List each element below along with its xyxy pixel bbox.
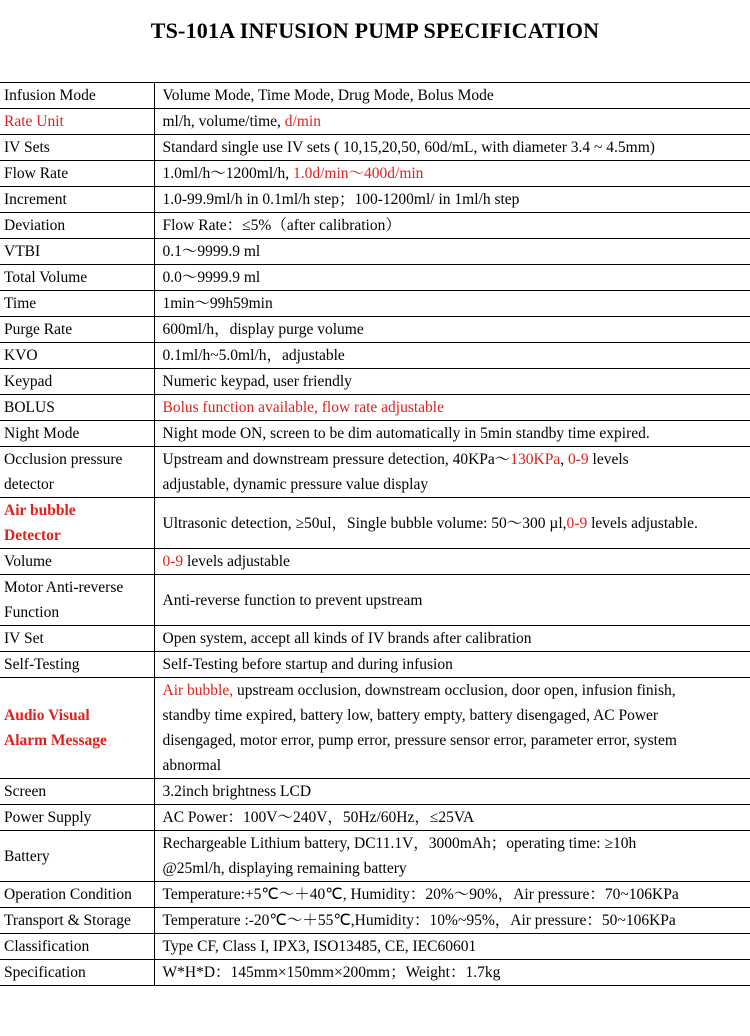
value-text: , <box>560 451 568 468</box>
spec-value: W*H*D：145mm×150mm×200mm；Weight：1.7kg <box>154 960 750 986</box>
spec-label: Power Supply <box>0 805 154 831</box>
spec-value <box>154 447 750 498</box>
value-text: Rechargeable Lithium battery, DC11.1V，3000mAh；operating time: ≥10h <box>162 835 637 852</box>
value-text: standby time expired, battery low, battery empty, battery disengaged, AC Power <box>162 707 659 724</box>
page-title: TS-101A INFUSION PUMP SPECIFICATION <box>150 18 600 43</box>
label-line: Motor Anti-reverse <box>4 579 124 596</box>
spec-label: Transport & Storage <box>0 908 154 934</box>
table-row <box>0 369 750 395</box>
spec-value <box>154 678 750 779</box>
spec-label: Rate Unit <box>0 109 154 135</box>
table-row <box>0 805 750 831</box>
spec-label <box>0 678 154 779</box>
spec-label: Volume <box>0 549 154 575</box>
spec-value: Night mode ON, screen to be dim automatically in 5min standby time expired. <box>154 421 750 447</box>
table-row <box>0 83 750 109</box>
value-text: disengaged, motor error, pump error, pressure sensor error, parameter error, system <box>162 732 677 749</box>
spec-label: VTBI <box>0 239 154 265</box>
spec-value: 0.1～9999.9 ml <box>154 239 750 265</box>
table-row <box>0 549 750 575</box>
table-row <box>0 960 750 986</box>
table-row <box>0 395 750 421</box>
spec-label: Self-Testing <box>0 652 154 678</box>
spec-value: 0.1ml/h~5.0ml/h，adjustable <box>154 343 750 369</box>
value-text: Upstream and downstream pressure detection, 40KPa～ <box>162 451 511 468</box>
label-line: Detector <box>4 527 61 544</box>
spec-value: 3.2inch brightness LCD <box>154 779 750 805</box>
spec-value: Numeric keypad, user friendly <box>154 369 750 395</box>
spec-label <box>0 447 154 498</box>
spec-value <box>154 549 750 575</box>
spec-value: 600ml/h，display purge volume <box>154 317 750 343</box>
spec-label: Purge Rate <box>0 317 154 343</box>
table-row <box>0 934 750 960</box>
spec-value <box>154 109 750 135</box>
spec-value: Temperature :-20℃～＋55℃,Humidity：10%~95%，Air pressure：50~106KPa <box>154 908 750 934</box>
spec-label: Deviation <box>0 213 154 239</box>
spec-value: Self-Testing before startup and during infusion <box>154 652 750 678</box>
spec-label: Specification <box>0 960 154 986</box>
label-line: Alarm Message <box>4 732 107 749</box>
table-row <box>0 908 750 934</box>
spec-label: Battery <box>0 831 154 882</box>
value-text: upstream occlusion, downstream occlusion, door open, infusion finish, <box>233 682 676 699</box>
spec-value: Volume Mode, Time Mode, Drug Mode, Bolus Mode <box>154 83 750 109</box>
value-highlight: 1.0d/min～400d/min <box>292 165 424 182</box>
value-highlight: 0-9 <box>162 553 184 570</box>
table-row <box>0 109 750 135</box>
table-row <box>0 831 750 882</box>
spec-value: Temperature:+5℃～＋40℃, Humidity：20%～90%，Air pressure：70~106KPa <box>154 882 750 908</box>
spec-label: IV Sets <box>0 135 154 161</box>
table-row <box>0 265 750 291</box>
spec-label <box>0 575 154 626</box>
spec-label: Infusion Mode <box>0 83 154 109</box>
label-line: Occlusion pressure <box>4 451 123 468</box>
spec-value: 1.0-99.9ml/h in 0.1ml/h step；100-1200ml/ in 1ml/h step <box>154 187 750 213</box>
spec-value <box>154 831 750 882</box>
spec-value: 0.0～9999.9 ml <box>154 265 750 291</box>
value-highlight: 130KPa <box>510 451 561 468</box>
value-highlight: 0-9 <box>568 451 589 468</box>
value-text: levels adjustable. <box>587 514 698 532</box>
table-row <box>0 575 750 626</box>
spec-label: Increment <box>0 187 154 213</box>
spec-value: Standard single use IV sets ( 10,15,20,50, 60d/mL, with diameter 3.4 ~ 4.5mm) <box>154 135 750 161</box>
value-text: 1.0ml/h～1200ml/h, <box>162 165 293 182</box>
spec-value <box>154 161 750 187</box>
table-row <box>0 779 750 805</box>
spec-label: Time <box>0 291 154 317</box>
table-row <box>0 291 750 317</box>
label-line: detector <box>4 476 54 493</box>
spec-label: Keypad <box>0 369 154 395</box>
spec-label <box>0 498 154 549</box>
value-text: abnormal <box>162 757 222 774</box>
spec-label: Flow Rate <box>0 161 154 187</box>
spec-value: Anti-reverse function to prevent upstream <box>154 575 750 626</box>
table-row <box>0 447 750 498</box>
value-text: adjustable, dynamic pressure value display <box>162 476 429 493</box>
spec-label: Total Volume <box>0 265 154 291</box>
spec-label: BOLUS <box>0 395 154 421</box>
spec-value: Bolus function available, flow rate adjustable <box>154 395 750 421</box>
value-text: Ultrasonic detection, ≥50ul，Single bubble volume: 50～300 µl, <box>162 514 567 532</box>
spec-label: KVO <box>0 343 154 369</box>
label-line: Air bubble <box>4 502 76 519</box>
value-text: @25ml/h, displaying remaining battery <box>162 860 407 877</box>
value-highlight: 0-9 <box>566 514 588 532</box>
spec-value: Flow Rate：≤5%（after calibration） <box>154 213 750 239</box>
table-row <box>0 626 750 652</box>
spec-table <box>0 82 750 986</box>
spec-value: Type CF, Class I, IPX3, ISO13485, CE, IEC60601 <box>154 934 750 960</box>
label-line: Function <box>4 604 60 621</box>
table-row <box>0 343 750 369</box>
spec-value: 1min～99h59min <box>154 291 750 317</box>
spec-label: IV Set <box>0 626 154 652</box>
spec-value <box>154 498 750 549</box>
spec-label: Night Mode <box>0 421 154 447</box>
table-row <box>0 239 750 265</box>
table-row <box>0 161 750 187</box>
value-text: levels adjustable <box>183 553 290 570</box>
table-row <box>0 678 750 779</box>
value-text: levels <box>588 451 629 468</box>
spec-label: Classification <box>0 934 154 960</box>
table-row <box>0 882 750 908</box>
value-highlight: d/min <box>284 113 321 130</box>
label-line: Audio Visual <box>4 707 90 724</box>
table-row <box>0 213 750 239</box>
spec-label: Screen <box>0 779 154 805</box>
table-row <box>0 652 750 678</box>
table-row <box>0 187 750 213</box>
spec-label: Operation Condition <box>0 882 154 908</box>
value-highlight: Air bubble, <box>162 682 234 699</box>
table-row <box>0 498 750 549</box>
spec-value: Open system, accept all kinds of IV brands after calibration <box>154 626 750 652</box>
spec-value: AC Power：100V～240V，50Hz/60Hz，≤25VA <box>154 805 750 831</box>
table-row <box>0 421 750 447</box>
table-row <box>0 135 750 161</box>
table-row <box>0 317 750 343</box>
value-text: ml/h, volume/time, <box>162 113 285 130</box>
